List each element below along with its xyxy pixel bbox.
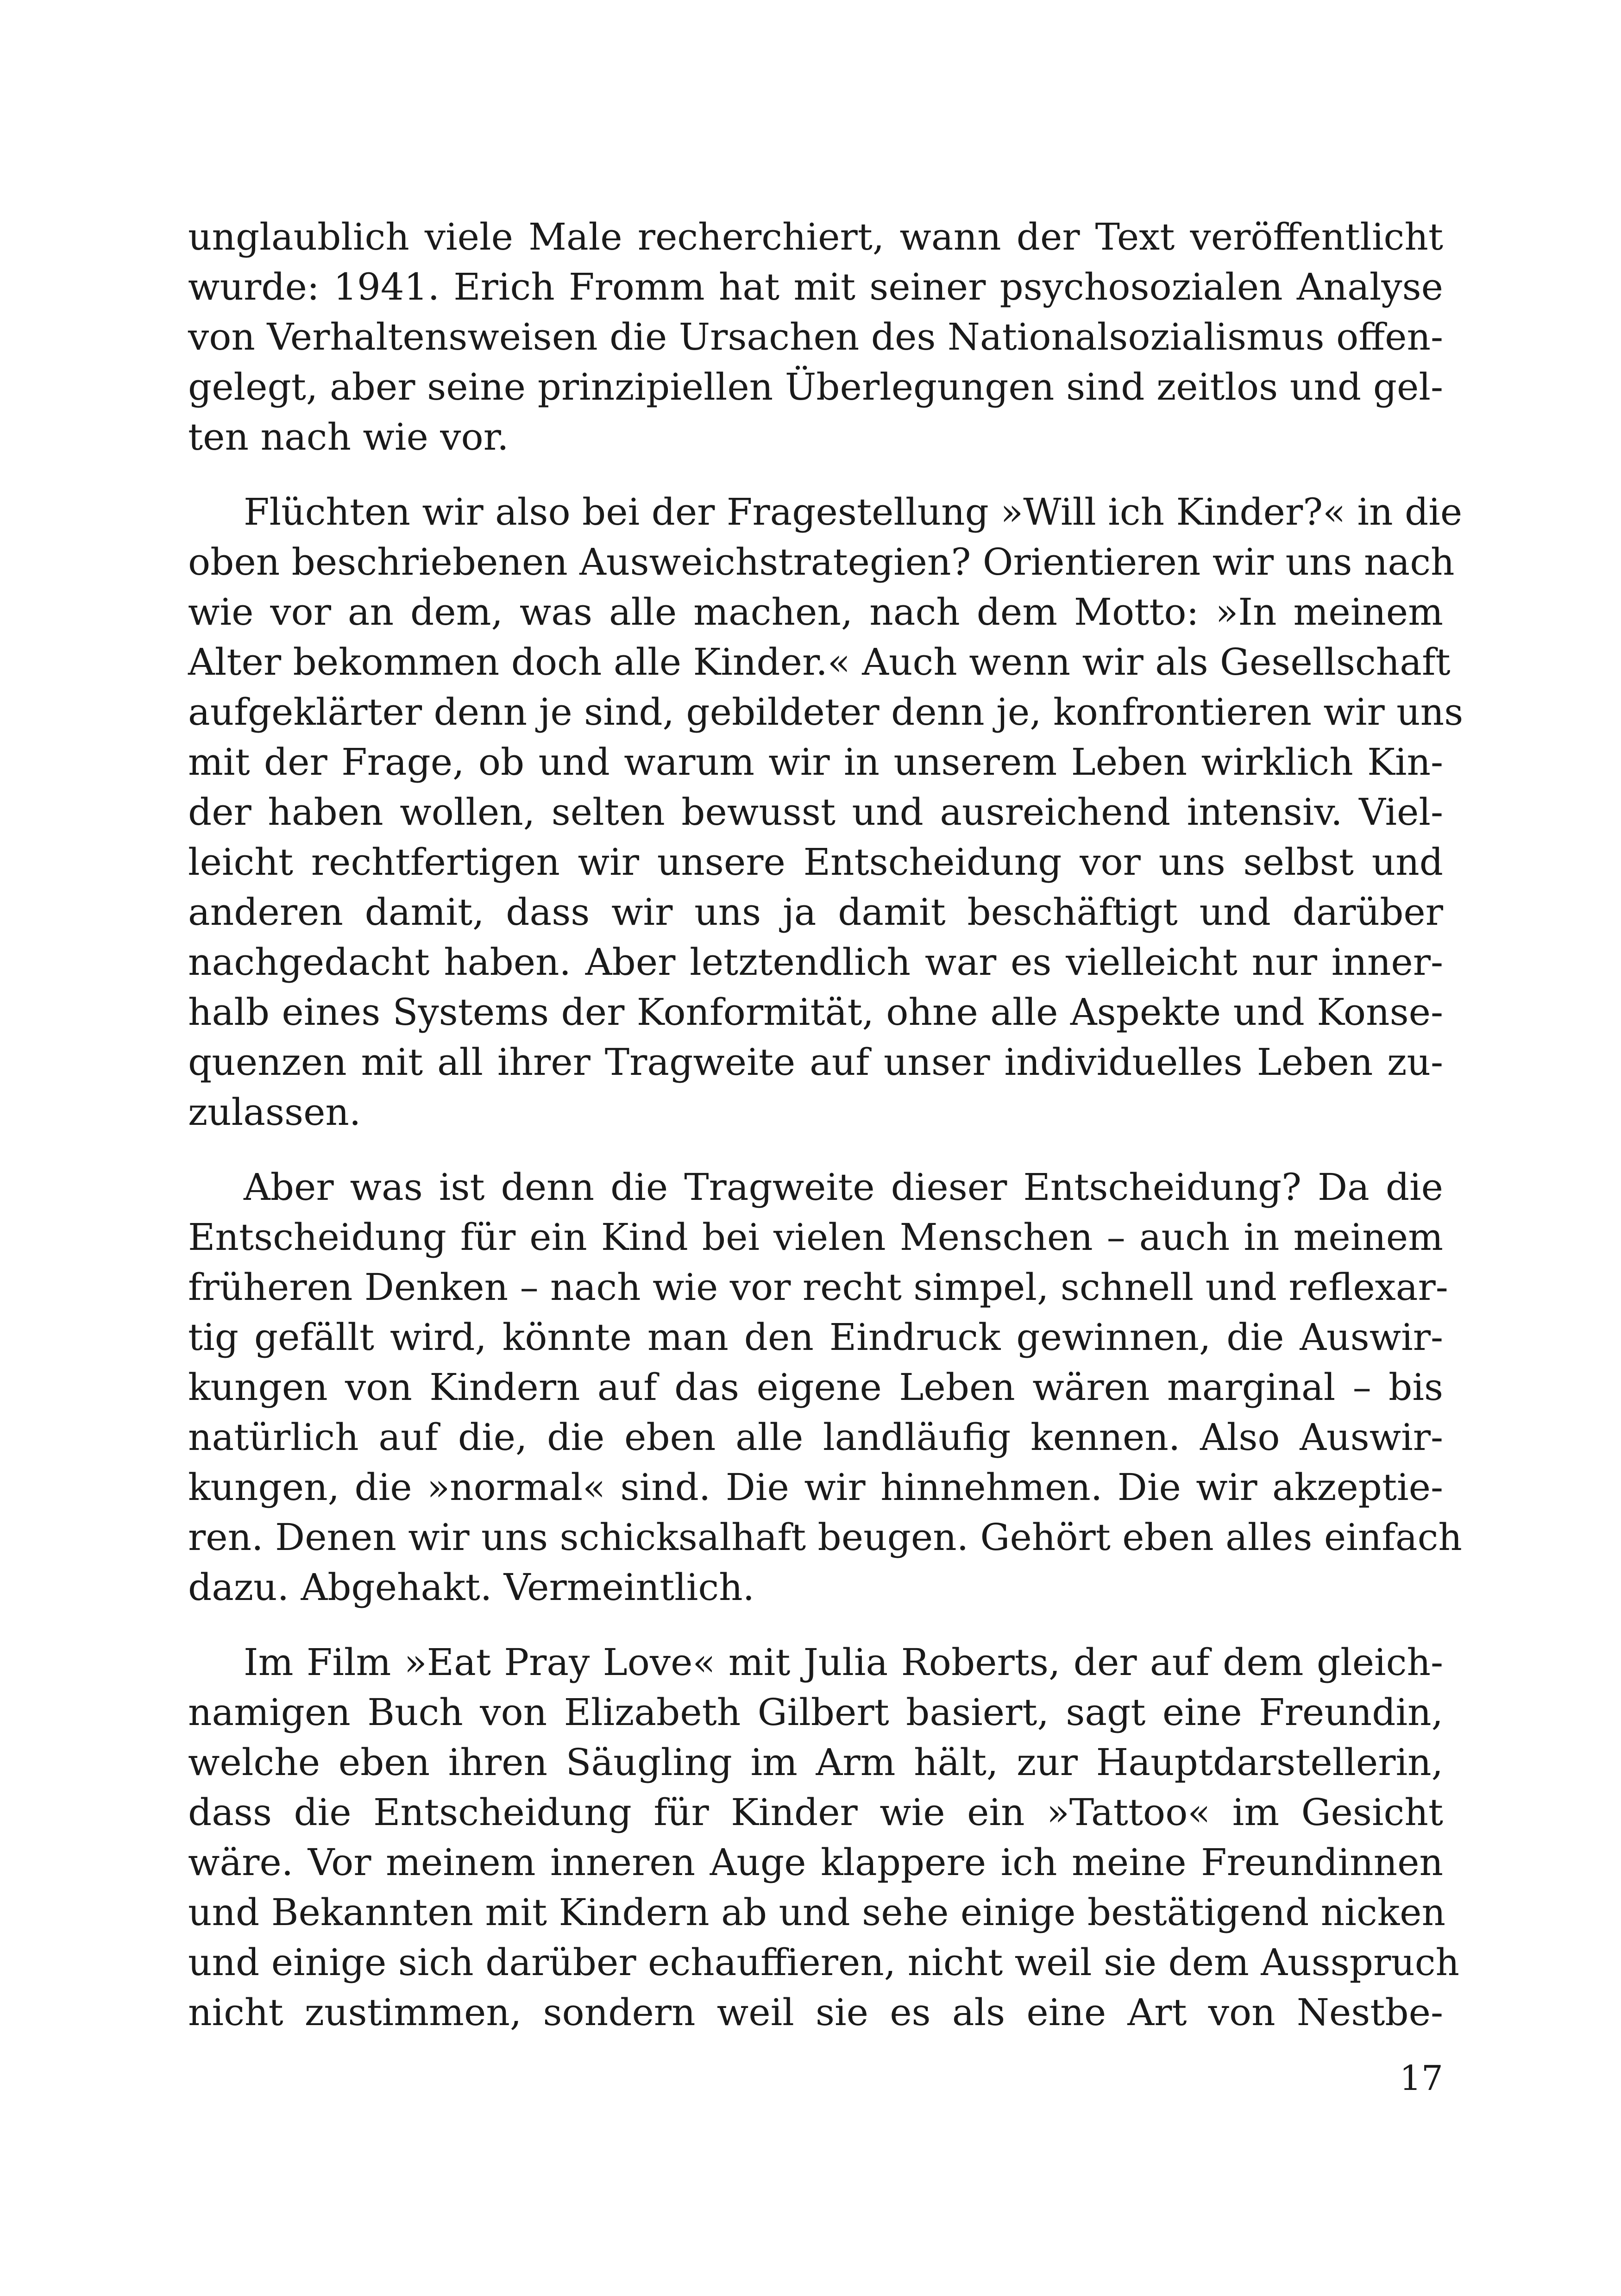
text-line: anderen damit, dass wir uns ja damit beschäftigt und darüber [188,891,1443,934]
text-line: quenzen mit all ihrer Tragweite auf unser individuelles Leben zu- [188,1041,1443,1084]
text-line: der haben wollen, selten bewusst und ausreichend intensiv. Viel- [188,790,1443,834]
text-line: und Bekannten mit Kindern ab und sehe einige bestätigend nicken [188,1891,1446,1934]
text-line: unglaublich viele Male recherchiert, wann der Text veröffentlicht [188,215,1443,258]
text-line: dazu. Abgehakt. Vermeintlich. [188,1566,755,1609]
text-line: mit der Frage, ob und warum wir in unserem Leben wirklich Kin- [188,740,1443,784]
text-line: zulassen. [188,1091,361,1134]
text-line: Im Film »Eat Pray Love« mit Julia Roberts, der auf dem gleich- [244,1641,1443,1684]
paragraph-2 [188,487,1464,1137]
text-line: nicht zustimmen, sondern weil sie es als eine Art von Nestbe- [188,1991,1443,2034]
text-line: früheren Denken – nach wie vor recht simpel, schnell und reflexar- [188,1266,1448,1309]
text-line: halb eines Systems der Konformität, ohne alle Aspekte und Konse- [188,991,1443,1034]
text-line: Aber was ist denn die Tragweite dieser Entscheidung? Da die [244,1166,1443,1209]
text-line: Flüchten wir also bei der Fragestellung »Will ich Kinder?« in die [244,490,1463,533]
text-line: ten nach wie vor. [188,415,509,458]
text-line: von Verhaltensweisen die Ursachen des Nationalsozialismus offen- [188,315,1443,358]
text-line: leicht rechtfertigen wir unsere Entscheidung vor uns selbst und [188,841,1443,884]
text-line: wurde: 1941. Erich Fromm hat mit seiner psychosozialen Analyse [188,265,1443,308]
text-line: kungen von Kindern auf das eigene Leben wären marginal – bis [188,1366,1443,1409]
text-line: und einige sich darüber echauffieren, nicht weil sie dem Ausspruch [188,1941,1460,1984]
text-line: namigen Buch von Elizabeth Gilbert basiert, sagt eine Freundin, [188,1691,1443,1734]
text-line: kungen, die »normal« sind. Die wir hinnehmen. Die wir akzeptie- [188,1466,1443,1509]
text-line: Entscheidung für ein Kind bei vielen Menschen – auch in meinem [188,1216,1443,1259]
text-line: welche eben ihren Säugling im Arm hält, zur Hauptdarstellerin, [188,1741,1443,1784]
text-line: gelegt, aber seine prinzipiellen Überlegungen sind zeitlos und gel- [188,365,1443,408]
text-line: Alter bekommen doch alle Kinder.« Auch wenn wir als Gesellschaft [188,640,1451,684]
body-text [188,212,1464,2063]
paragraph-1 [188,212,1443,462]
page-number: 17 [1399,2058,1443,2098]
text-line: ren. Denen wir uns schicksalhaft beugen. Gehört eben alles einfach [188,1516,1462,1559]
paragraph-3 [188,1162,1462,1612]
text-line: wäre. Vor meinem inneren Auge klappere ich meine Freundinnen [188,1841,1443,1884]
text-line: tig gefällt wird, könnte man den Eindruck gewinnen, die Auswir- [188,1316,1443,1359]
text-line: oben beschriebenen Ausweichstrategien? Orientieren wir uns nach [188,540,1455,583]
text-line: nachgedacht haben. Aber letztendlich war es vielleicht nur inner- [188,941,1443,984]
text-line: aufgeklärter denn je sind, gebildeter denn je, konfrontieren wir uns [188,690,1464,734]
text-line: dass die Entscheidung für Kinder wie ein »Tattoo« im Gesicht [188,1791,1443,1834]
text-line: natürlich auf die, die eben alle landläufig kennen. Also Auswir- [188,1416,1443,1459]
text-line: wie vor an dem, was alle machen, nach dem Motto: »In meinem [188,590,1443,634]
paragraph-4 [188,1637,1460,2038]
